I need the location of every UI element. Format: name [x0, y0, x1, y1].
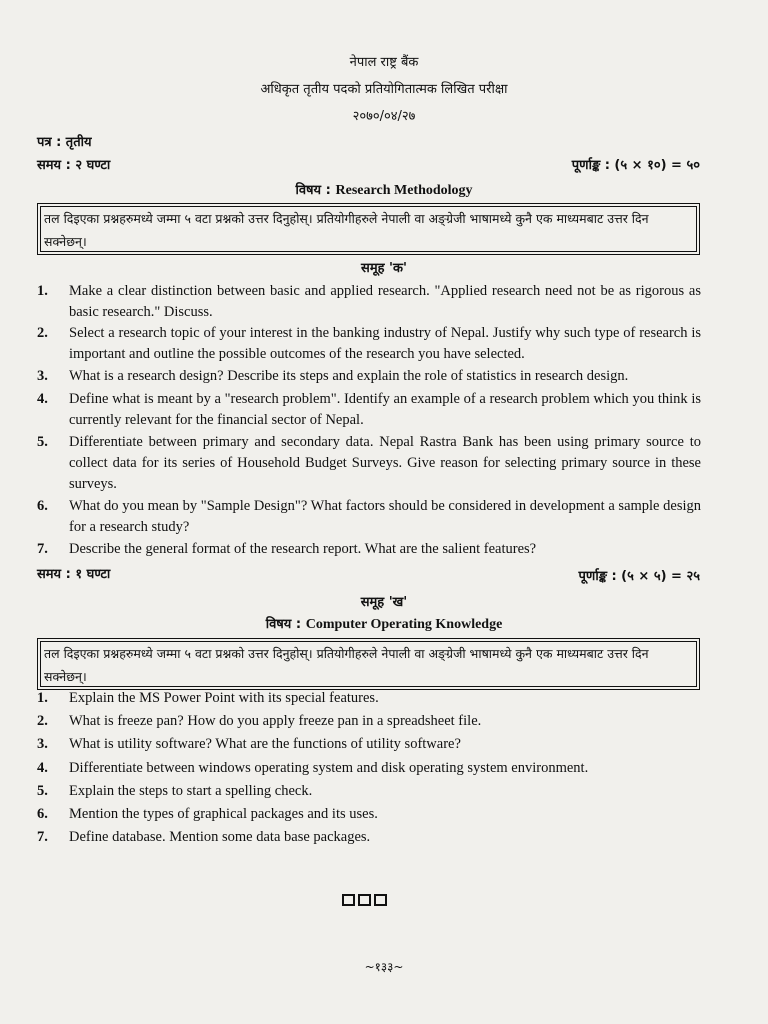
question-b-4 [37, 758, 701, 779]
question-number: 2. [37, 325, 48, 341]
instruction-b-text: तल दिइएका प्रश्नहरुमध्ये जम्मा ५ वटा प्रश्नको उत्तर दिनुहोस्। प्रतियोगीहरुले नेपाली वा अङ्ग्रेजी भाषामध्ये कुनै एक माध्यमबाट उत्तर दिन सक्नेछन्। [44, 646, 649, 684]
question-number: 1. [37, 690, 48, 706]
question-b-3 [37, 734, 701, 755]
paper-label: पत्र : तृतीय [37, 135, 92, 150]
question-text: What is utility software? What are the functions of utility software? [69, 736, 461, 752]
question-number: 5. [37, 434, 48, 450]
question-number: 4. [37, 760, 48, 776]
end-box [358, 894, 371, 906]
end-box [374, 894, 387, 906]
question-text: Mention the types of graphical packages and its uses. [69, 806, 378, 822]
question-a-2 [37, 323, 701, 365]
instruction-a-text: तल दिइएका प्रश्नहरुमध्ये जम्मा ५ वटा प्रश्नको उत्तर दिनुहोस्। प्रतियोगीहरुले नेपाली वा अङ्ग्रेजी भाषामध्ये कुनै एक माध्यमबाट उत्तर दिन सक्नेछन्। [44, 211, 649, 249]
end-of-paper-marks [342, 894, 387, 906]
end-box [342, 894, 355, 906]
question-number: 6. [37, 498, 48, 514]
question-text: What is a research design? Describe its steps and explain the role of statistics in research design. [69, 368, 629, 384]
subject-b-name: Computer Operating Knowledge [305, 617, 503, 632]
question-b-7 [37, 827, 701, 848]
question-number: 3. [37, 368, 48, 384]
question-b-1 [37, 688, 701, 709]
page-number: ~१३३~ [364, 960, 404, 974]
question-text: Select a research topic of your interest in the banking industry of Nepal. Justify why such type of research is important and outline the possible outcomes of the research you have selected. [69, 325, 701, 362]
question-a-3 [37, 366, 701, 387]
question-number: 2. [37, 713, 48, 729]
question-number: 7. [37, 541, 48, 557]
question-number: 3. [37, 736, 48, 752]
question-text: Differentiate between primary and secondary data. Nepal Rastra Bank has been using primary source to collect data for its series of Household Budget Surveys. Give reason for selecting primary source in these surveys. [69, 434, 701, 492]
question-b-6 [37, 804, 701, 825]
question-b-5 [37, 781, 701, 802]
question-text: Describe the general format of the research report. What are the salient features? [69, 541, 537, 557]
subject-a-name: Research Methodology [335, 183, 473, 198]
question-text: Explain the steps to start a spelling check. [69, 783, 313, 799]
question-number: 7. [37, 829, 48, 845]
question-text: What do you mean by "Sample Design"? What factors should be considered in development a sample design for a research study? [69, 498, 701, 535]
instruction-box-a [37, 203, 700, 255]
question-number: 5. [37, 783, 48, 799]
instruction-box-b [37, 638, 700, 690]
marks-b: पूर्णाङ्क : (५ × ५) = २५ [578, 569, 700, 584]
group-b: समूह 'ख' [360, 595, 408, 610]
time-a: समय : २ घण्टा [37, 158, 111, 173]
question-number: 6. [37, 806, 48, 822]
question-text: What is freeze pan? How do you apply freeze pan in a spreadsheet file. [69, 713, 482, 729]
marks-a: पूर्णाङ्क : (५ × १०) = ५० [571, 158, 700, 173]
question-a-6 [37, 496, 701, 538]
question-number: 1. [37, 283, 48, 299]
question-a-1 [37, 281, 701, 323]
question-a-4 [37, 389, 701, 431]
question-text: Differentiate between windows operating system and disk operating system environment. [69, 760, 589, 776]
subject-b [0, 614, 768, 633]
org-name: नेपाल राष्ट्र बैंक [349, 55, 419, 70]
exam-title: अधिकृत तृतीय पदको प्रतियोगितात्मक लिखित परीक्षा [260, 82, 508, 97]
subject-a [0, 180, 768, 199]
question-a-5 [37, 432, 701, 495]
subject-b-label: विषय : [265, 617, 302, 632]
question-text: Make a clear distinction between basic and applied research. "Applied research need not be as rigorous as basic research." Discuss. [69, 283, 701, 320]
question-a-7 [37, 539, 701, 560]
time-b: समय : १ घण्टा [37, 567, 111, 582]
question-b-2 [37, 711, 701, 732]
question-text: Explain the MS Power Point with its special features. [69, 690, 379, 706]
subject-a-label: विषय : [295, 183, 331, 198]
question-text: Define what is meant by a "research problem". Identify an example of a research problem which you think is currently relevant for the financial sector of Nepal. [69, 391, 701, 428]
exam-date: २०७०/०४/२७ [352, 109, 416, 124]
question-number: 4. [37, 391, 48, 407]
question-text: Define database. Mention some data base packages. [69, 829, 371, 845]
group-a: समूह 'क' [361, 261, 407, 276]
